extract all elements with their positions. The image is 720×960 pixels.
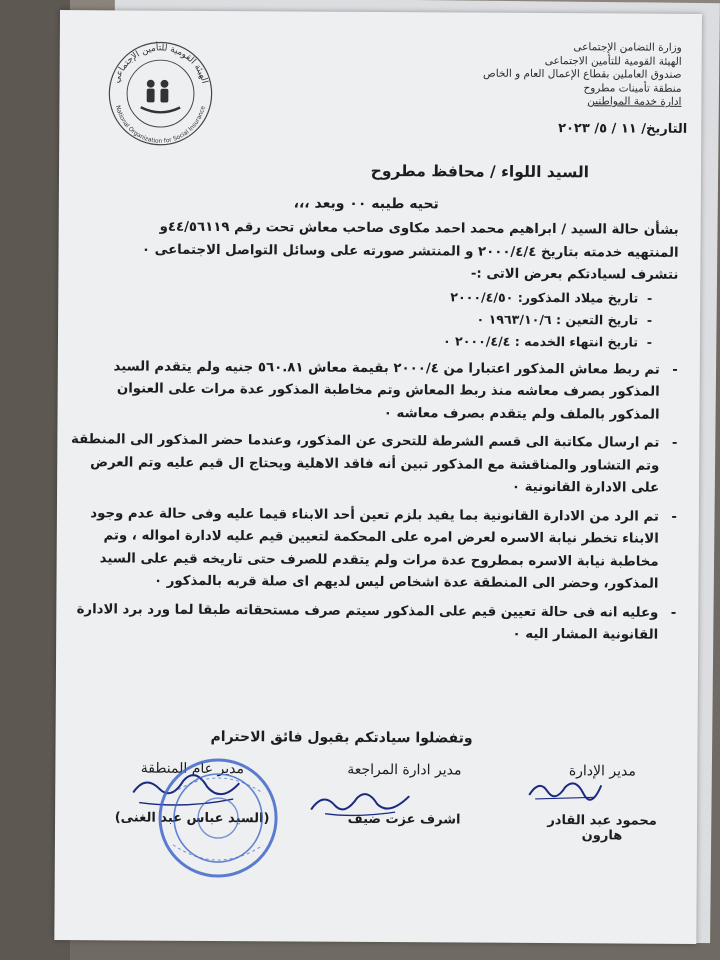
date-item: - تاريخ ميلاد المذكور: ٢٠٠٠/٤/٥٠ [68, 284, 638, 309]
paragraph: - تم ارسال مكاتبة الى قسم الشرطة للتحرى عن المذكور، وعندما حضر المذكور الى المنطقة وتم التشاور والمناقشة مع المذكور تبين أنه فاقد الاهلية ويحتاج ال قيم عليه وتم العرض على الادارة القانونية ٠ [67, 429, 677, 500]
date-item: - تاريخ انتهاء الخدمه : ٢٠٠٠/٤/٤ ٠ [68, 328, 638, 353]
greeting: تحيه طيبه ٠٠ وبعد ،،، [293, 195, 439, 213]
paragraph: - تم الرد من الادارة القانونية بما يفيد بلزم تعين أحد الابناء قيما عليه وفى حالة عدم وجود الابناء تخطر نيابة الاسره لعرض امره على المحكمة لتعيين قيم عليه لادارة امواله ، وتم مخاطبة نيابة الاسره بمطروح عدة مرات ولم يتقدم للصرف حتى تاريخه قيم على السيد المذكور، وحضر الى المنطقة عدة اشخاص ليس لديهم اى صلة قربه بالمذكور ٠ [66, 503, 677, 597]
official-stamp-icon [153, 753, 284, 884]
subject-line: المنتهيه خدمته بتاريخ ٢٠٠٠/٤/٤ و المنتشر صورته على وسائل التواصل الاجتماعى ٠ [141, 242, 679, 261]
signature-name: محمود عبد القادر هارون [547, 813, 657, 844]
handwritten-signature [305, 782, 415, 823]
organization-logo [101, 32, 220, 151]
signature-title: مدير عام المنطقة [140, 760, 245, 778]
addressee: السيد اللواء / محافظ مطروح [370, 161, 590, 182]
logo-english-text: National Organization for Social Insurance [114, 104, 207, 145]
handwritten-signature [525, 773, 605, 803]
subject-line: بشأن حالة السيد / ابراهيم محمد احمد مكاوى صاحب معاش تحت رقم ٤٤/٥٦١١٩و [159, 219, 679, 238]
signature-name: اشرف عزت ضيف [347, 811, 461, 828]
closing-line: وتفضلوا سيادتكم بقبول فائق الاحترام [210, 728, 473, 747]
signature-title: مدير ادارة المراجعة [347, 761, 462, 779]
letter-page [54, 10, 702, 944]
signature-name: (السيد عباس عبد الغنى) [114, 810, 270, 827]
letterhead-line: وزارة التضامن الإجتماعى [573, 41, 682, 54]
intro-line: نتشرف لسيادتكم بعرض الاتى :- [470, 266, 679, 283]
paragraph: - وعليه انه فى حالة تعيين قيم على المذكور سيتم صرف مستحقاته طبقا لما ورد برد الادارة القانونية المشار اليه ٠ [66, 599, 676, 648]
svg-text:الهيئة القومية للتأمين الإجتما [112, 41, 210, 85]
logo-arabic-text: الهيئة القومية للتأمين الإجتماعي [111, 43, 210, 85]
people-icon [141, 80, 181, 113]
letterhead-line: الهيئة القومية للتأمين الاجتماعى [544, 54, 682, 68]
dates-list [68, 284, 678, 354]
letter-date: التاريخ/ ١١ / ٥/ ٢٠٢٣ [558, 121, 688, 137]
date-item: - تاريخ التعين : ١٩٦٣/١٠/٦ ٠ [68, 306, 638, 331]
letterhead-line: صندوق العاملين بقطاع الإعمال العام و الخاص [482, 67, 682, 82]
signature-title: مدير الإدارة [568, 763, 636, 780]
letterhead-line: منطقة تأمينات مطروح [583, 82, 682, 95]
letterhead [381, 40, 681, 110]
svg-text:National Organization for Soci [114, 105, 207, 145]
letter-body [66, 214, 679, 647]
letterhead-line: ادارة خدمة المواطنين [587, 95, 682, 109]
paragraph: - تم ربط معاش المذكور اعتبارا من ٢٠٠٠/٤ بقيمة معاش ٥٦٠.٨١ جنيه ولم يتقدم السيد المذكور بصرف معاشه منذ ربط المعاش وتم مخاطبة المذكور عدة مرات على العنوان المذكور بالملف ولم يتقدم بصرف معاشه ٠ [67, 356, 677, 427]
